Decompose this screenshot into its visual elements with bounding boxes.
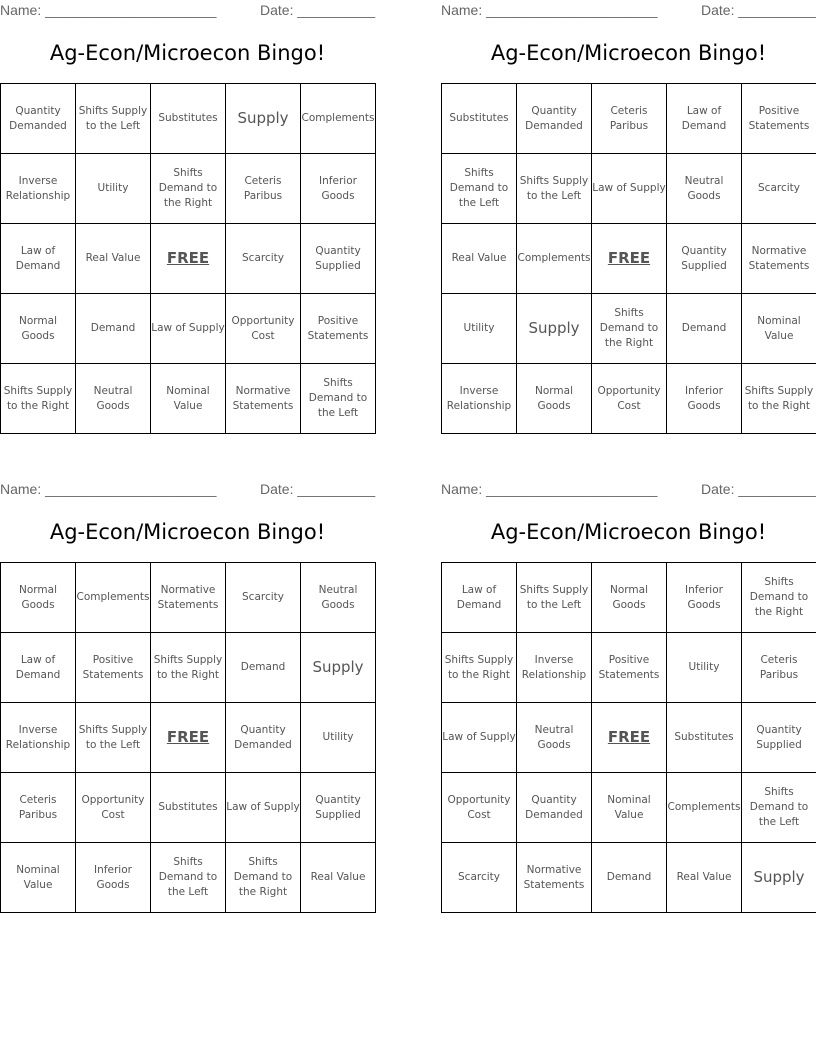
card-title: Ag-Econ/Microecon Bingo! (490, 520, 767, 544)
bingo-cell: Supply (226, 84, 301, 154)
grid-row (442, 224, 816, 294)
bingo-grid (441, 83, 816, 434)
bingo-cell: Demand (592, 843, 667, 913)
free-space: FREE (592, 703, 667, 773)
bingo-cell: Shifts Demand to the Right (592, 294, 667, 364)
bingo-cell: Normative Statements (151, 563, 226, 633)
grid-row (1, 154, 376, 224)
bingo-cell: Normative Statements (226, 364, 301, 434)
grid-row (442, 773, 816, 843)
bingo-cell: Normative Statements (742, 224, 816, 294)
bingo-cell: Complements (301, 84, 376, 154)
bingo-cell: Inverse Relationship (517, 633, 592, 703)
card-title: Ag-Econ/Microecon Bingo! (49, 41, 326, 65)
bingo-cell: Shifts Demand to the Right (742, 563, 816, 633)
bingo-cell: Law of Demand (1, 633, 76, 703)
card-title: Ag-Econ/Microecon Bingo! (490, 41, 767, 65)
grid-row (1, 633, 376, 703)
bingo-cell: Shifts Supply to the Right (151, 633, 226, 703)
date-field: Date: __________ (260, 2, 376, 18)
grid-row (442, 294, 816, 364)
bingo-cell: Real Value (667, 843, 742, 913)
bingo-cell: Quantity Demanded (517, 773, 592, 843)
bingo-cell: Law of Supply (151, 294, 226, 364)
bingo-cell: Real Value (76, 224, 151, 294)
bingo-cell: Complements (517, 224, 592, 294)
bingo-cell: Quantity Supplied (301, 224, 376, 294)
free-space: FREE (151, 703, 226, 773)
bingo-cell: Utility (76, 154, 151, 224)
bingo-cell: Inferior Goods (667, 563, 742, 633)
card-header (0, 481, 375, 499)
bingo-cell: Complements (76, 563, 151, 633)
grid-row (442, 563, 816, 633)
bingo-cell: Substitutes (667, 703, 742, 773)
bingo-cell: Law of Supply (442, 703, 517, 773)
bingo-grid (0, 83, 376, 434)
bingo-cell: Utility (667, 633, 742, 703)
bingo-cell: Scarcity (442, 843, 517, 913)
bingo-cell: Normal Goods (592, 563, 667, 633)
bingo-cell: Shifts Demand to the Left (442, 154, 517, 224)
bingo-cell: Opportunity Cost (226, 294, 301, 364)
card-header (441, 2, 816, 20)
bingo-cell: Quantity Supplied (667, 224, 742, 294)
date-field: Date: __________ (260, 481, 376, 497)
grid-row (1, 703, 376, 773)
bingo-cell: Nominal Value (1, 843, 76, 913)
bingo-cell: Law of Supply (226, 773, 301, 843)
bingo-cell: Shifts Supply to the Right (1, 364, 76, 434)
name-field: Name: ______________________ (0, 481, 217, 497)
bingo-cell: Law of Demand (442, 563, 517, 633)
bingo-cell: Inferior Goods (301, 154, 376, 224)
bingo-cell: Inverse Relationship (442, 364, 517, 434)
grid-row (1, 84, 376, 154)
bingo-cell: Shifts Supply to the Left (517, 154, 592, 224)
bingo-cell: Normal Goods (517, 364, 592, 434)
bingo-cell: Opportunity Cost (76, 773, 151, 843)
bingo-cell: Scarcity (226, 224, 301, 294)
bingo-cell: Shifts Demand to the Left (151, 843, 226, 913)
card-header (0, 2, 375, 20)
bingo-cell: Scarcity (226, 563, 301, 633)
grid-row (442, 703, 816, 773)
bingo-cell: Utility (301, 703, 376, 773)
free-space: FREE (592, 224, 667, 294)
bingo-cell: Inverse Relationship (1, 154, 76, 224)
bingo-cell: Positive Statements (76, 633, 151, 703)
bingo-cell: Substitutes (151, 84, 226, 154)
bingo-cell: Quantity Supplied (742, 703, 816, 773)
grid-row (1, 773, 376, 843)
grid-row (1, 843, 376, 913)
name-field: Name: ______________________ (441, 2, 658, 18)
bingo-cell: Shifts Demand to the Left (301, 364, 376, 434)
bingo-cell: Opportunity Cost (442, 773, 517, 843)
bingo-cell: Supply (517, 294, 592, 364)
bingo-cell: Demand (667, 294, 742, 364)
bingo-cell: Inverse Relationship (1, 703, 76, 773)
grid-row (442, 154, 816, 224)
grid-row (1, 294, 376, 364)
bingo-grid (441, 562, 816, 913)
bingo-cell: Utility (442, 294, 517, 364)
bingo-cell: Real Value (301, 843, 376, 913)
bingo-cell: Neutral Goods (667, 154, 742, 224)
bingo-cell: Shifts Demand to the Left (742, 773, 816, 843)
bingo-cell: Law of Demand (667, 84, 742, 154)
bingo-cell: Shifts Supply to the Right (742, 364, 816, 434)
bingo-cell: Neutral Goods (301, 563, 376, 633)
date-field: Date: __________ (701, 481, 816, 497)
bingo-cell: Opportunity Cost (592, 364, 667, 434)
bingo-cell: Nominal Value (742, 294, 816, 364)
bingo-cell: Shifts Supply to the Left (76, 84, 151, 154)
bingo-cell: Shifts Demand to the Right (226, 843, 301, 913)
bingo-cell: Law of Demand (1, 224, 76, 294)
bingo-cell: Shifts Supply to the Left (517, 563, 592, 633)
grid-row (442, 364, 816, 434)
grid-row (442, 633, 816, 703)
free-space: FREE (151, 224, 226, 294)
card-title: Ag-Econ/Microecon Bingo! (49, 520, 326, 544)
bingo-grid (0, 562, 376, 913)
bingo-cell: Neutral Goods (517, 703, 592, 773)
bingo-cell: Supply (742, 843, 816, 913)
bingo-cell: Substitutes (442, 84, 517, 154)
bingo-cell: Normal Goods (1, 563, 76, 633)
grid-row (1, 364, 376, 434)
bingo-cell: Demand (76, 294, 151, 364)
bingo-cell: Law of Supply (592, 154, 667, 224)
grid-row (442, 84, 816, 154)
bingo-cell: Shifts Demand to the Right (151, 154, 226, 224)
bingo-cell: Shifts Supply to the Left (76, 703, 151, 773)
bingo-cell: Quantity Demanded (226, 703, 301, 773)
bingo-cell: Ceteris Paribus (742, 633, 816, 703)
bingo-cell: Normal Goods (1, 294, 76, 364)
bingo-cell: Ceteris Paribus (226, 154, 301, 224)
bingo-cell: Quantity Supplied (301, 773, 376, 843)
bingo-cell: Inferior Goods (667, 364, 742, 434)
bingo-cell: Neutral Goods (76, 364, 151, 434)
bingo-cell: Demand (226, 633, 301, 703)
bingo-cell: Quantity Demanded (517, 84, 592, 154)
bingo-cell: Positive Statements (592, 633, 667, 703)
bingo-cell: Substitutes (151, 773, 226, 843)
bingo-cell: Ceteris Paribus (1, 773, 76, 843)
date-field: Date: __________ (701, 2, 816, 18)
bingo-cell: Positive Statements (301, 294, 376, 364)
bingo-cell: Scarcity (742, 154, 816, 224)
bingo-cell: Inferior Goods (76, 843, 151, 913)
bingo-cell: Real Value (442, 224, 517, 294)
bingo-cell: Supply (301, 633, 376, 703)
bingo-cell: Normative Statements (517, 843, 592, 913)
name-field: Name: ______________________ (0, 2, 217, 18)
bingo-cell: Positive Statements (742, 84, 816, 154)
bingo-cell: Shifts Supply to the Right (442, 633, 517, 703)
bingo-cell: Ceteris Paribus (592, 84, 667, 154)
bingo-cell: Nominal Value (592, 773, 667, 843)
grid-row (1, 563, 376, 633)
bingo-cell: Complements (667, 773, 742, 843)
bingo-cell: Quantity Demanded (1, 84, 76, 154)
name-field: Name: ______________________ (441, 481, 658, 497)
grid-row (442, 843, 816, 913)
grid-row (1, 224, 376, 294)
bingo-cell: Nominal Value (151, 364, 226, 434)
card-header (441, 481, 816, 499)
